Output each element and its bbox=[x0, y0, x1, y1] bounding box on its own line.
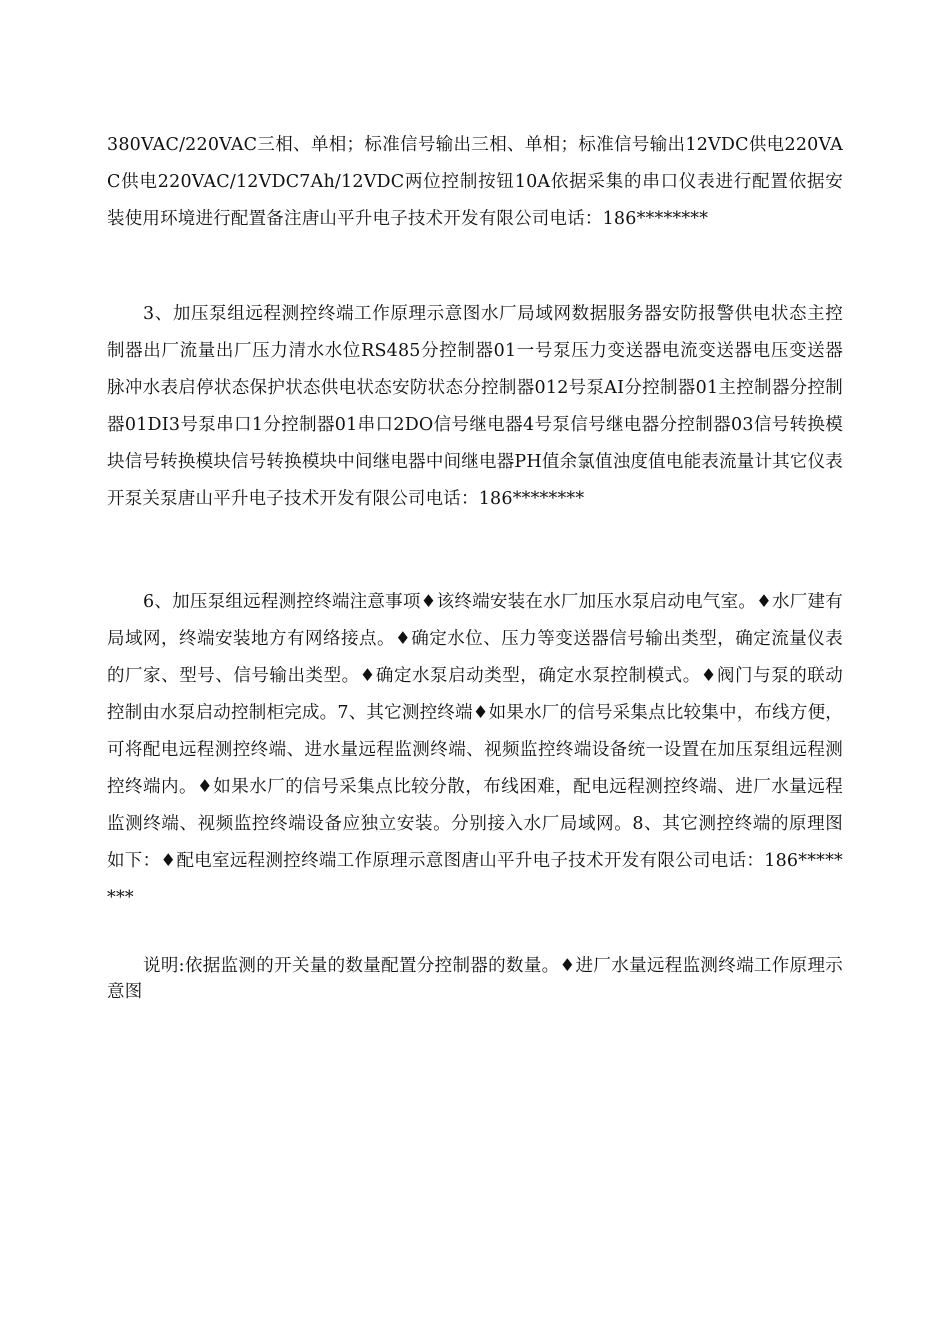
paragraph-pump-terminal-notes: 6、加压泵组远程测控终端注意事项♦该终端安装在水厂加压水泵启动电气室。♦水厂建有局域网，终端安装地方有网络接点。♦确定水位、压力等变送器信号输出类型，确定流量仪表的厂家、型号、信号输出类型。♦确定水泵启动类型，确定水泵控制模式。♦阀门与泵的联动控制由水泵启动控制柜完成。7、其它测控终端♦如果水厂的信号采集点比较集中，布线方便，可将配电远程测控终端、进水量远程监测终端、视频监控终端设备统一设置在加压泵组远程测控终端内。♦如果水厂的信号采集点比较分散，布线困难，配电远程测控终端、进厂水量远程监测终端、视频监控终端设备应独立安装。分别接入水厂局域网。8、其它测控终端的原理图如下：♦配电室远程测控终端工作原理示意图唐山平升电子技术开发有限公司电话：186******** bbox=[107, 592, 843, 908]
paragraph-pump-terminal-diagram: 3、加压泵组远程测控终端工作原理示意图水厂局域网数据服务器安防报警供电状态主控制器出厂流量出厂压力清水水位RS485分控制器01一号泵压力变送器电流变送器电压变送器脉冲水表启停状态保护状态供电状态安防状态分控制器012号泵AI分控制器01主控制器分控制器01DI3号泵串口1分控制器01串口2DO信号继电器4号泵信号继电器分控制器03信号转换模块信号转换模块信号转换模块中间继电器中间继电器PH值余氯值浊度值电能表流量计其它仪表开泵关泵唐山平升电子技术开发有限公司电话：186******** bbox=[107, 304, 843, 509]
paragraph-power-specs: 380VAC/220VAC三相、单相；标准信号输出三相、单相；标准信号输出12VDC供电220VAC供电220VAC/12VDC7Ah/12VDC两位控制按钮10A依据采集的串口仪表进行配置依据安装使用环境进行配置备注唐山平升电子技术开发有限公司电话：186******** bbox=[107, 135, 843, 229]
paragraph-description: 说明:依据监测的开关量的数量配置分控制器的数量。♦进厂水量远程监测终端工作原理示意图 bbox=[107, 956, 843, 1002]
